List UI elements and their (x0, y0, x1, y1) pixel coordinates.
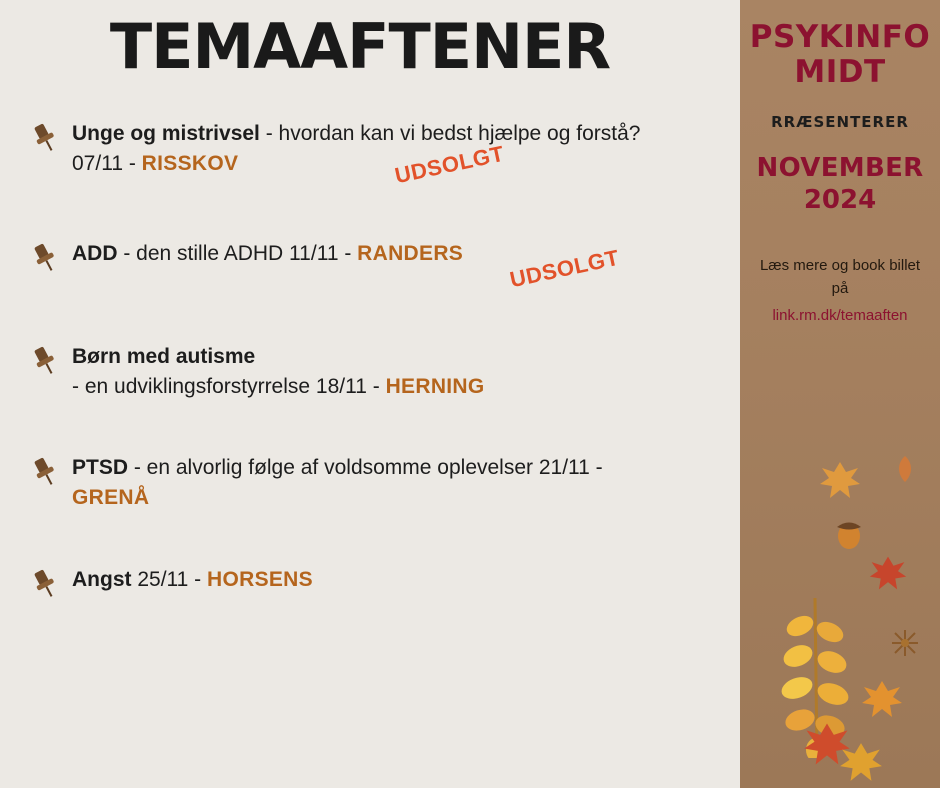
event-detail: - en udviklingsforstyrrelse 18/11 - (72, 374, 386, 398)
booking-text: Læs mere og book billet på (759, 256, 921, 298)
event-title: Børn med autisme (72, 344, 256, 368)
event-detail: - en alvorlig følge af voldsomme oplevelser 21/11 - (128, 456, 603, 480)
event-text (72, 119, 672, 189)
event-text (72, 239, 622, 292)
event-list (0, 119, 740, 606)
event-city: RANDERS (357, 241, 464, 265)
maple-leaf-icon (818, 460, 862, 500)
booking-info (740, 254, 940, 328)
event-city: HERNING (385, 374, 485, 398)
small-leaf-icon (895, 456, 915, 482)
event-detail: - hvordan kan vi bedst hjælpe og forstå? 07/11 - (72, 122, 641, 175)
pushpin-icon (28, 239, 68, 280)
event-title: PTSD (72, 456, 129, 480)
seed-pod-icon (890, 628, 920, 658)
event-title: ADD (72, 241, 118, 265)
pushpin-icon (28, 342, 68, 383)
presents-label: RRÆSENTERER (771, 113, 909, 132)
event-city: RISSKOV (141, 151, 239, 175)
list-item[interactable] (28, 453, 740, 513)
sidebar (740, 0, 940, 788)
year-label: 2024 (803, 184, 877, 215)
maple-leaf-icon (838, 740, 884, 784)
event-title: Angst (72, 567, 132, 591)
status-badge: UDSOLGT (392, 140, 507, 189)
pushpin-icon (28, 453, 68, 494)
event-title: Unge og mistrivsel (72, 122, 260, 146)
event-text (72, 342, 485, 402)
event-city: GRENÅ (72, 486, 150, 510)
maple-leaf-icon (860, 678, 904, 720)
maple-leaf-icon (802, 720, 852, 768)
event-text (72, 453, 642, 513)
acorn-icon (834, 514, 864, 550)
event-text (72, 565, 313, 595)
brand-line-1: PSYKINFO (749, 19, 931, 55)
booking-link[interactable]: link.rm.dk/temaaften (772, 307, 908, 325)
autumn-leaves-decoration (740, 448, 940, 788)
list-item[interactable] (28, 239, 740, 292)
pushpin-icon (28, 565, 68, 606)
status-badge: UDSOLGT (507, 244, 622, 292)
brand-line-2: MIDT (794, 53, 886, 90)
page-title: TEMAAFTENER (109, 10, 611, 83)
brand-name (740, 20, 940, 89)
month-label: NOVEMBER (756, 153, 924, 184)
list-item[interactable] (28, 342, 740, 402)
compound-leaf-icon (770, 598, 860, 758)
pushpin-icon (28, 119, 68, 160)
list-item[interactable] (28, 119, 740, 189)
event-detail: 25/11 - (131, 567, 207, 591)
list-item[interactable] (28, 565, 740, 606)
event-city: HORSENS (207, 567, 313, 591)
event-detail: - den stille ADHD 11/11 - (117, 241, 358, 265)
maple-leaf-icon (868, 554, 908, 592)
